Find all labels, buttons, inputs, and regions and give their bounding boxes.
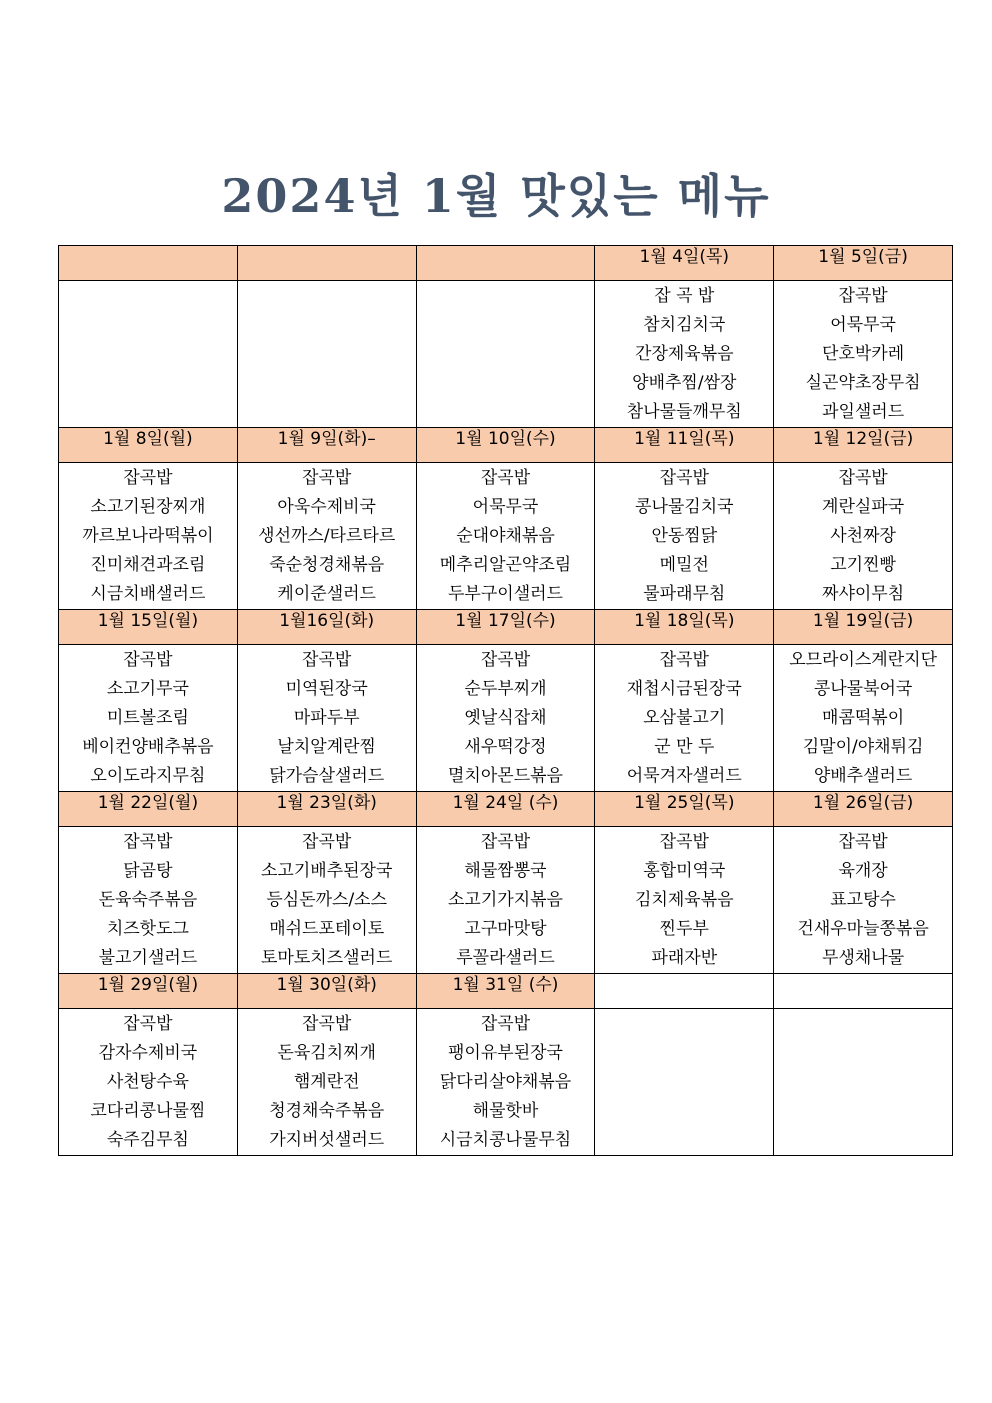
menu-item: 어묵무국	[830, 315, 896, 335]
menu-table-body	[59, 246, 953, 1156]
menu-item: 잡곡밥	[838, 468, 888, 488]
menu-item: 고구마맛탕	[464, 919, 547, 939]
menu-item: 잡곡밥	[659, 832, 709, 852]
menu-item: 진미채견과조림	[90, 555, 206, 575]
menu-row	[59, 463, 953, 610]
menu-item: 잡 곡 밥	[654, 286, 715, 306]
menu-item: 콩나물북어국	[813, 679, 913, 699]
menu-item: 짜샤이무침	[822, 584, 905, 604]
day-menu-cell	[237, 281, 416, 428]
menu-item: 물파래무침	[643, 584, 726, 604]
date-header-cell: 1월 8일(월)	[59, 428, 238, 463]
menu-item: 단호박카레	[822, 344, 905, 364]
menu-item: 잡곡밥	[480, 650, 531, 670]
menu-row	[59, 645, 953, 792]
day-menu-cell	[595, 281, 774, 428]
menu-row	[59, 1009, 953, 1156]
menu-item: 잡곡밥	[123, 468, 173, 488]
menu-item: 시금치콩나물무침	[439, 1130, 572, 1150]
menu-item: 청경채숙주볶음	[269, 1101, 385, 1121]
menu-item: 햄계란전	[293, 1072, 360, 1092]
menu-item: 토마토치즈샐러드	[261, 948, 393, 968]
menu-item: 과일샐러드	[822, 402, 905, 422]
menu-item: 홍합미역국	[643, 861, 726, 881]
menu-item: 치즈핫도그	[106, 919, 189, 939]
day-menu-cell	[416, 1009, 595, 1156]
menu-item: 불고기샐러드	[98, 948, 198, 968]
menu-item: 잡곡밥	[659, 468, 709, 488]
date-header-cell	[595, 974, 774, 1009]
date-header-cell: 1월 31일 (수)	[416, 974, 595, 1009]
menu-item: 참치김치국	[643, 315, 726, 335]
day-menu-cell	[774, 827, 953, 974]
menu-item: 파래자반	[651, 948, 718, 968]
menu-item: 잡곡밥	[838, 286, 888, 306]
menu-item: 감자수제비국	[98, 1043, 198, 1063]
menu-item: 해물핫바	[472, 1101, 539, 1121]
menu-item: 루꼴라샐러드	[456, 948, 555, 968]
date-header-cell: 1월 22일(월)	[59, 792, 238, 827]
menu-item: 돈육숙주볶음	[98, 890, 198, 910]
day-menu-cell	[59, 827, 238, 974]
menu-item: 미역된장국	[285, 679, 368, 699]
date-header-cell	[237, 246, 416, 281]
date-header-cell	[774, 974, 953, 1009]
day-menu-cell	[416, 645, 595, 792]
day-menu-cell	[774, 463, 953, 610]
menu-item: 아욱수제비국	[277, 497, 376, 517]
menu-item: 잡곡밥	[123, 832, 173, 852]
day-menu-cell	[774, 281, 953, 428]
menu-item: 오므라이스계란지단	[789, 650, 937, 670]
menu-item: 참나물들깨무침	[626, 402, 742, 422]
date-header-row	[59, 610, 953, 645]
menu-item: 돈육김치찌개	[277, 1043, 376, 1063]
date-header-cell: 1월 5일(금)	[774, 246, 953, 281]
date-header-cell: 1월 17일(수)	[416, 610, 595, 645]
menu-item: 미트볼조림	[106, 708, 189, 728]
menu-item: 옛날식잡채	[464, 708, 547, 728]
menu-item: 어묵무국	[472, 497, 539, 517]
menu-item: 소고기된장찌개	[90, 497, 206, 517]
menu-item: 매쉬드포테이토	[269, 919, 385, 939]
menu-item: 코다리콩나물찜	[90, 1101, 206, 1121]
menu-item: 해물짬뽕국	[464, 861, 547, 881]
day-menu-cell	[595, 463, 774, 610]
menu-item: 실곤약초장무침	[805, 373, 921, 393]
menu-item: 시금치배샐러드	[90, 584, 206, 604]
date-header-cell: 1월 10일(수)	[416, 428, 595, 463]
menu-item: 육개장	[838, 861, 888, 881]
menu-item: 김치제육볶음	[635, 890, 734, 910]
date-header-cell: 1월 15일(월)	[59, 610, 238, 645]
menu-item: 잡곡밥	[302, 1014, 352, 1034]
menu-item: 오삼불고기	[643, 708, 726, 728]
menu-item: 메밀전	[659, 555, 709, 575]
menu-item: 잡곡밥	[659, 650, 709, 670]
menu-item: 계란실파국	[822, 497, 905, 517]
menu-item: 고기찐빵	[830, 555, 896, 575]
menu-item: 무생채나물	[822, 948, 905, 968]
day-menu-cell	[59, 645, 238, 792]
menu-item: 생선까스/타르타르	[258, 526, 396, 546]
menu-row	[59, 281, 953, 428]
menu-item: 등심돈까스/소스	[266, 890, 388, 910]
menu-item: 안동찜닭	[651, 526, 718, 546]
date-header-cell	[59, 246, 238, 281]
menu-item: 메추리알곤약조림	[439, 555, 572, 575]
menu-item: 소고기무국	[106, 679, 189, 699]
menu-item: 케이준샐러드	[277, 584, 376, 604]
date-header-cell: 1월 18일(목)	[595, 610, 774, 645]
menu-item: 닭가슴살샐러드	[269, 766, 385, 786]
date-header-cell: 1월 29일(월)	[59, 974, 238, 1009]
menu-item: 베이컨양배추볶음	[82, 737, 214, 757]
menu-item: 멸치아몬드볶음	[448, 766, 563, 786]
menu-item: 잡곡밥	[838, 832, 888, 852]
menu-item: 닭다리살야채볶음	[439, 1072, 572, 1092]
menu-item: 군 만 두	[654, 737, 715, 757]
menu-item: 잡곡밥	[123, 650, 173, 670]
day-menu-cell	[237, 1009, 416, 1156]
menu-item: 소고기배추된장국	[261, 861, 393, 881]
menu-item: 팽이유부된장국	[448, 1043, 563, 1063]
date-header-cell: 1월 11일(목)	[595, 428, 774, 463]
date-header-row	[59, 792, 953, 827]
menu-item: 잡곡밥	[302, 468, 352, 488]
menu-item: 사천탕수육	[106, 1072, 189, 1092]
menu-table	[58, 245, 953, 1156]
menu-item: 김말이/야채튀김	[802, 737, 924, 757]
day-menu-cell	[59, 1009, 238, 1156]
day-menu-cell	[416, 827, 595, 974]
day-menu-cell	[237, 827, 416, 974]
date-header-cell: 1월16일(화)	[237, 610, 416, 645]
menu-item: 잡곡밥	[302, 650, 352, 670]
menu-item: 숙주김무침	[106, 1130, 189, 1150]
menu-item: 찐두부	[659, 919, 709, 939]
menu-item: 가지버섯샐러드	[269, 1130, 385, 1150]
menu-item: 소고기가지볶음	[448, 890, 563, 910]
date-header-cell: 1월 23일(화)	[237, 792, 416, 827]
menu-item: 오이도라지무침	[90, 766, 206, 786]
menu-item: 죽순청경채볶음	[269, 555, 385, 575]
menu-item: 날치알계란찜	[277, 737, 376, 757]
menu-item: 잡곡밥	[480, 468, 531, 488]
day-menu-cell	[59, 463, 238, 610]
day-menu-cell	[595, 827, 774, 974]
day-menu-cell	[237, 463, 416, 610]
day-menu-cell	[416, 463, 595, 610]
menu-item: 표고탕수	[830, 890, 896, 910]
day-menu-cell	[595, 645, 774, 792]
page-title: 2024년 1월 맛있는 메뉴	[221, 169, 771, 223]
menu-item: 마파두부	[293, 708, 360, 728]
date-header-cell: 1월 9일(화)–	[237, 428, 416, 463]
menu-item: 건새우마늘쫑볶음	[797, 919, 929, 939]
menu-item: 잡곡밥	[480, 832, 531, 852]
date-header-cell: 1월 19일(금)	[774, 610, 953, 645]
day-menu-cell	[774, 645, 953, 792]
menu-item: 까르보나라떡볶이	[82, 526, 214, 546]
menu-item: 사천짜장	[830, 526, 896, 546]
day-menu-cell	[237, 645, 416, 792]
menu-row	[59, 827, 953, 974]
menu-item: 잡곡밥	[302, 832, 352, 852]
date-header-row	[59, 246, 953, 281]
date-header-row	[59, 974, 953, 1009]
date-header-cell	[416, 246, 595, 281]
menu-item: 양배추찜/쌈장	[632, 373, 737, 393]
menu-item: 두부구이샐러드	[448, 584, 563, 604]
date-header-cell: 1월 12일(금)	[774, 428, 953, 463]
menu-item: 잡곡밥	[480, 1014, 531, 1034]
menu-item: 매콤떡볶이	[822, 708, 905, 728]
date-header-cell: 1월 25일(목)	[595, 792, 774, 827]
menu-item: 잡곡밥	[123, 1014, 173, 1034]
day-menu-cell	[416, 281, 595, 428]
day-menu-cell	[59, 281, 238, 428]
menu-item: 양배추샐러드	[813, 766, 913, 786]
menu-item: 재첩시금된장국	[626, 679, 742, 699]
date-header-cell: 1월 26일(금)	[774, 792, 953, 827]
day-menu-cell	[774, 1009, 953, 1156]
menu-item: 콩나물김치국	[635, 497, 734, 517]
menu-item: 간장제육볶음	[635, 344, 734, 364]
menu-item: 순대야채볶음	[456, 526, 555, 546]
date-header-cell: 1월 4일(목)	[595, 246, 774, 281]
date-header-cell: 1월 30일(화)	[237, 974, 416, 1009]
date-header-cell: 1월 24일 (수)	[416, 792, 595, 827]
menu-item: 닭곰탕	[123, 861, 173, 881]
menu-item: 순두부찌개	[464, 679, 547, 699]
menu-item: 새우떡강정	[464, 737, 547, 757]
day-menu-cell	[595, 1009, 774, 1156]
date-header-row	[59, 428, 953, 463]
menu-item: 어묵겨자샐러드	[626, 766, 742, 786]
